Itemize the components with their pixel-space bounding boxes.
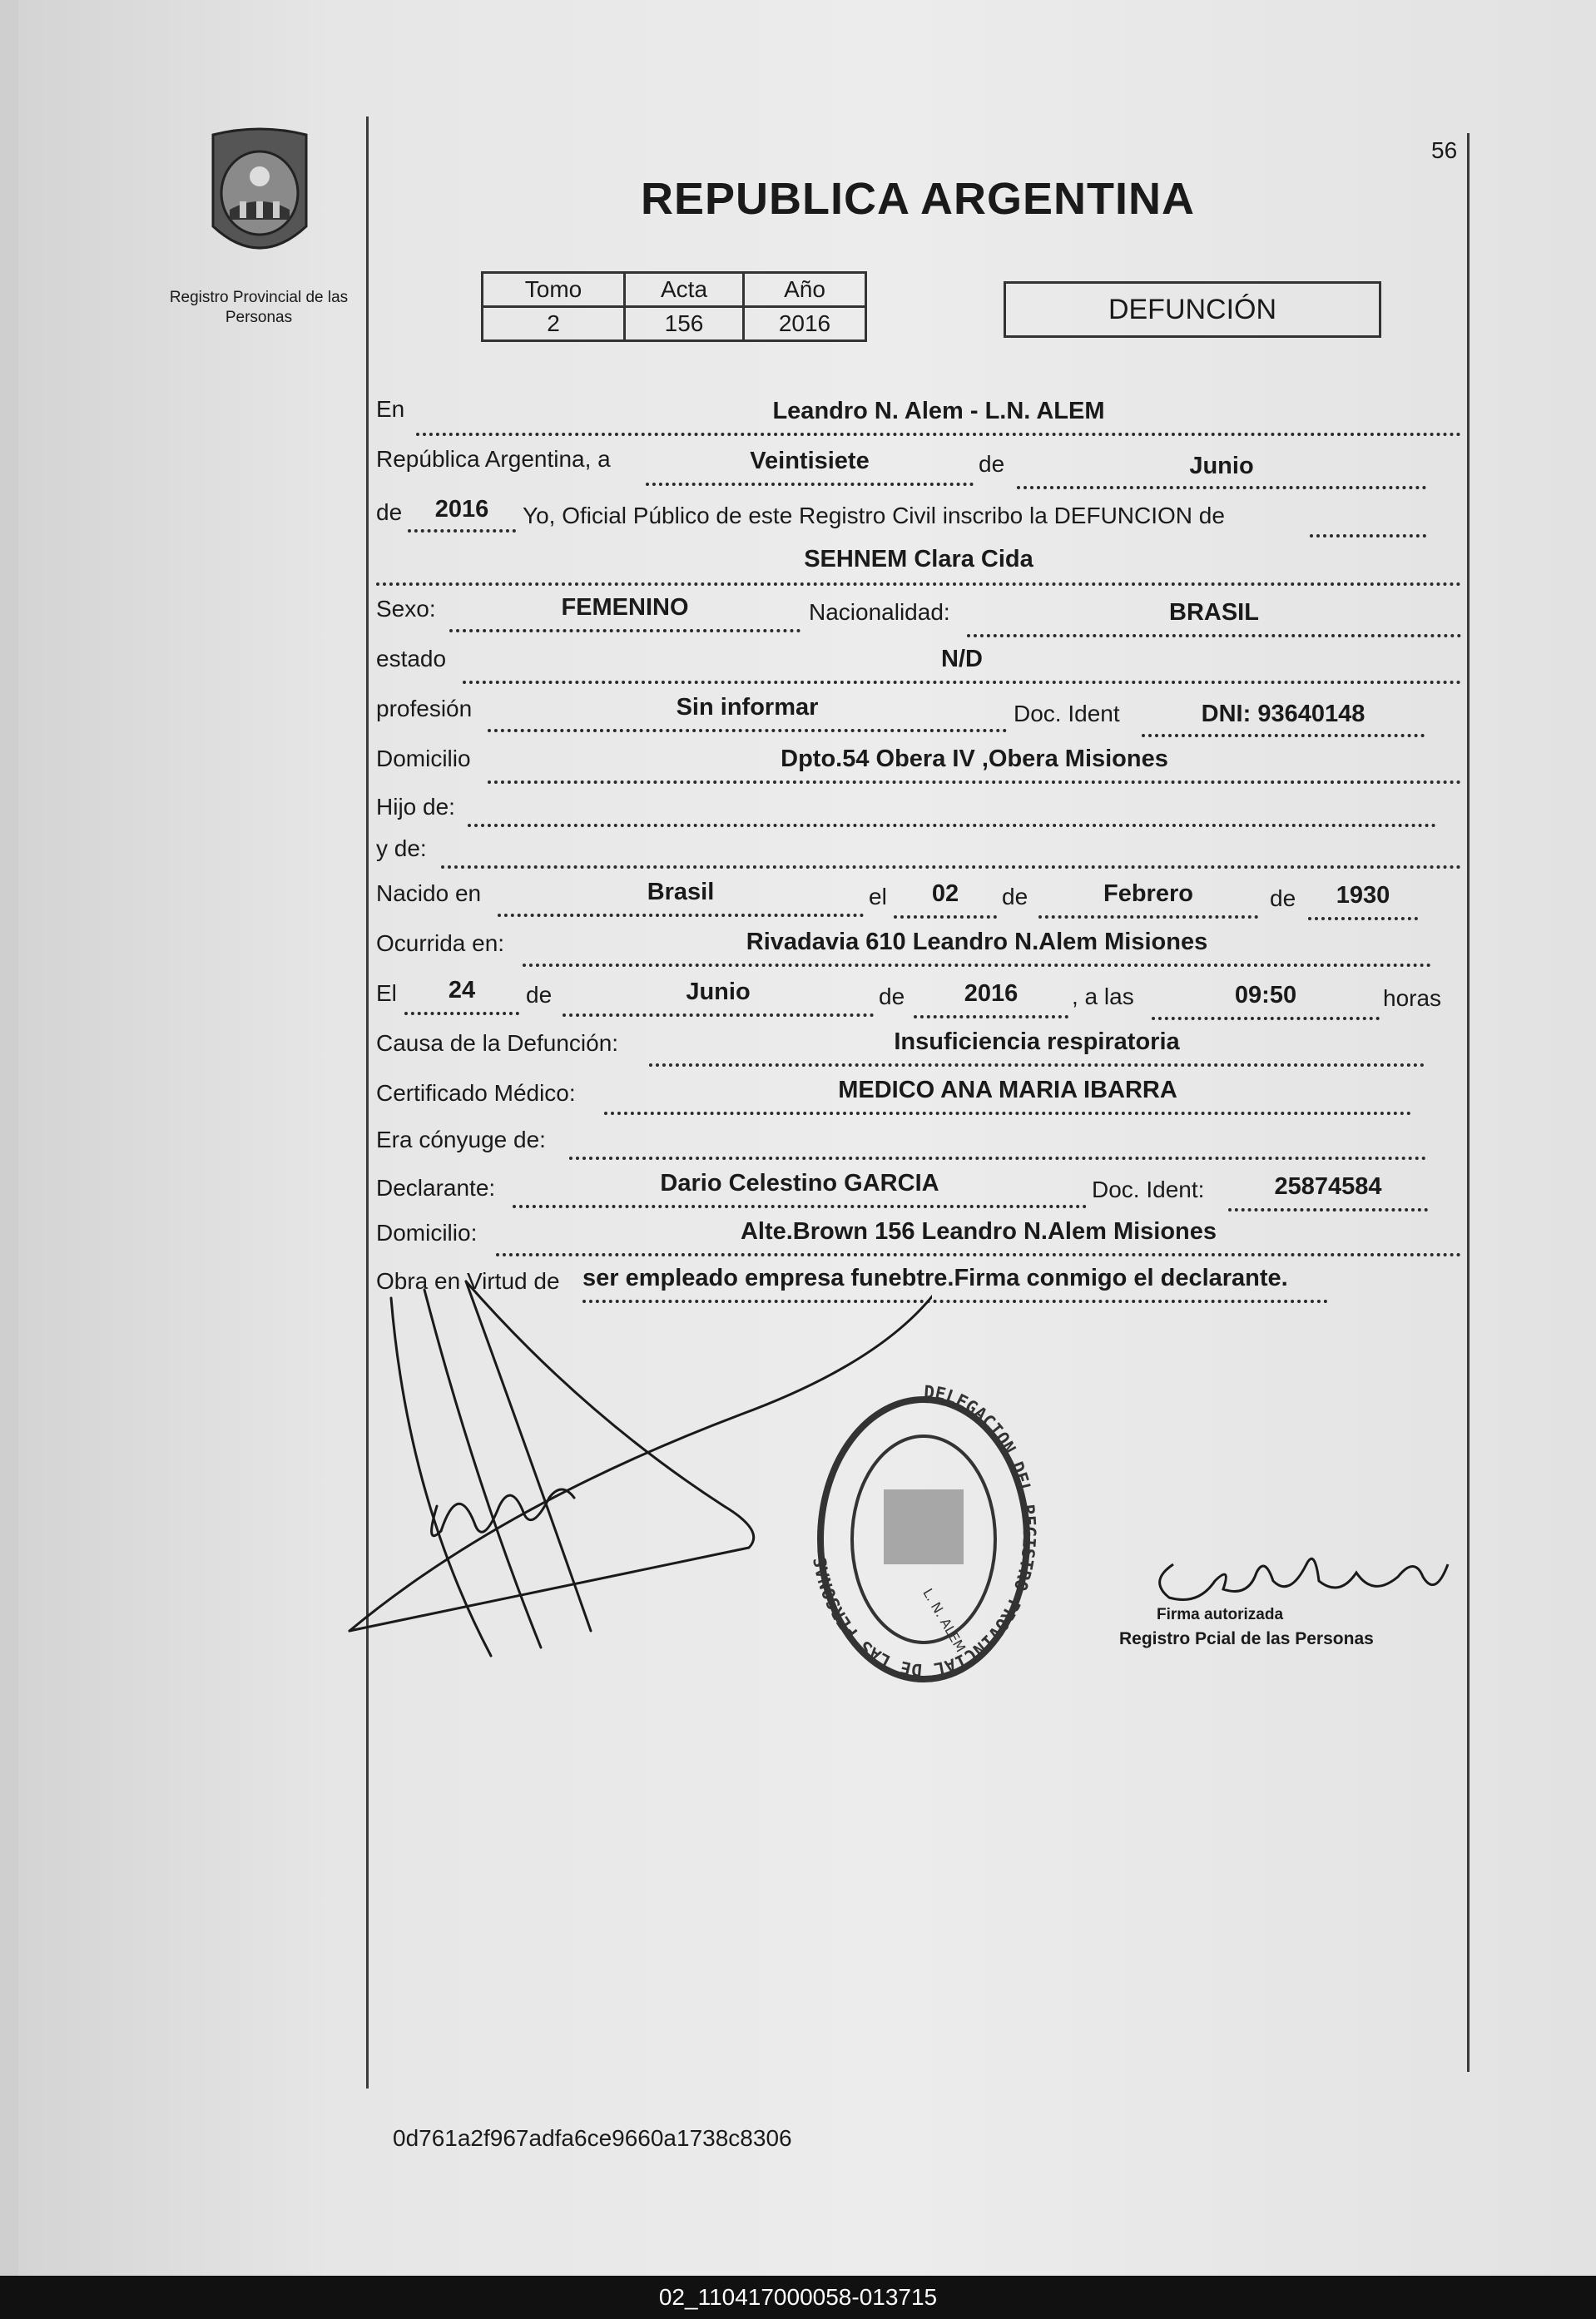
dotted-line (523, 964, 1431, 967)
acta-value: 156 (625, 307, 744, 341)
label-el-cap: El (376, 980, 397, 1006)
document-title: REPUBLICA ARGENTINA (641, 174, 1195, 224)
registro-pcial-label: Registro Pcial de las Personas (1119, 1629, 1374, 1648)
lugar-value: Leandro N. Alem - L.N. ALEM (772, 398, 1105, 424)
tomo-value: 2 (483, 307, 625, 341)
dotted-line (468, 824, 1436, 827)
nac-mes-value: Febrero (1103, 880, 1193, 907)
dotted-line (646, 483, 974, 486)
dotted-line (1152, 1017, 1380, 1020)
dotted-line (1308, 917, 1418, 920)
footer-bar (0, 2276, 1596, 2319)
dotted-line (914, 1015, 1068, 1018)
label-en: En (376, 396, 405, 422)
label-conyuge: Era cónyuge de: (376, 1127, 546, 1152)
dotted-line (463, 681, 1461, 684)
def-anio-value: 2016 (964, 980, 1019, 1007)
record-table (481, 271, 867, 342)
dotted-line (967, 634, 1461, 637)
page-number: 56 (1431, 137, 1458, 163)
label-de: de (376, 499, 403, 525)
nac-dia-value: 02 (931, 880, 959, 907)
label-causa: Causa de la Defunción: (376, 1030, 619, 1056)
dotted-line (1142, 734, 1425, 737)
dotted-line (513, 1205, 1087, 1208)
label-domicilio2: Domicilio: (376, 1220, 478, 1246)
label-hijo-de: Hijo de: (376, 794, 455, 820)
nac-anio-value: 1930 (1336, 882, 1390, 909)
mes-value: Junio (1189, 453, 1254, 479)
label-de: de (526, 982, 553, 1008)
label-horas: horas (1383, 985, 1442, 1011)
label-ocurrida-en: Ocurrida en: (376, 930, 505, 956)
left-frame-line (366, 116, 369, 2089)
dotted-line (416, 433, 1461, 436)
def-dia-value: 24 (448, 977, 476, 1003)
label-yo-oficial: Yo, Oficial Público de este Registro Civil inscribo la DEFUNCION de (523, 503, 1225, 528)
label-profesion: profesión (376, 696, 473, 721)
right-frame-line (1467, 133, 1470, 2072)
firma-autorizada-label: Firma autorizada (1157, 1606, 1284, 1623)
hora-value: 09:50 (1234, 982, 1297, 1008)
dotted-line (498, 914, 864, 917)
dotted-line (649, 1063, 1425, 1067)
label-de: de (1002, 884, 1028, 909)
certificado-value: MEDICO ANA MARIA IBARRA (838, 1077, 1177, 1103)
label-obra: Obra en Virtud de (376, 1268, 560, 1294)
registro-provincial-label: Registro Provincial de las Personas (169, 289, 349, 326)
dia-letras-value: Veintisiete (750, 448, 870, 474)
dotted-line (404, 1012, 519, 1015)
label-certificado: Certificado Médico: (376, 1080, 576, 1106)
footer-id: 02_110417000058-013715 (658, 2284, 938, 2310)
dotted-line (1017, 486, 1426, 489)
dni-value: DNI: 93640148 (1201, 701, 1366, 727)
anio-header: Año (744, 273, 866, 307)
dotted-line (449, 629, 800, 632)
label-doc-ident2: Doc. Ident: (1092, 1177, 1205, 1202)
label-nacionalidad: Nacionalidad: (809, 599, 950, 625)
label-doc-ident: Doc. Ident (1014, 701, 1120, 726)
def-mes-value: Junio (686, 979, 751, 1005)
virtud-value: ser empleado empresa funebtre.Firma conmigo el declarante. (582, 1265, 1288, 1291)
nacionalidad-value: BRASIL (1169, 599, 1259, 626)
label-de: de (1270, 885, 1296, 911)
dotted-line (563, 1013, 874, 1017)
anio-value: 2016 (744, 307, 866, 341)
province-seal-icon (196, 126, 323, 270)
dotted-line (1310, 534, 1426, 538)
causa-value: Insuficiencia respiratoria (894, 1028, 1180, 1055)
dotted-line (1038, 915, 1258, 919)
authorized-signature (1148, 1531, 1456, 1606)
dotted-line (488, 729, 1007, 732)
tomo-header: Tomo (483, 273, 625, 307)
label-sexo: Sexo: (376, 596, 436, 622)
label-de: de (879, 984, 905, 1009)
label-estado: estado (376, 646, 447, 671)
label-el: el (869, 884, 887, 909)
stamp-center-text: L. N. ALEM (919, 1585, 969, 1655)
profesion-value: Sin informar (676, 694, 819, 721)
nombre-value: SEHNEM Clara Cida (804, 546, 1033, 572)
acta-header: Acta (625, 273, 744, 307)
estado-value: N/D (941, 646, 983, 672)
label-declarante: Declarante: (376, 1175, 496, 1201)
dotted-line (488, 780, 1461, 784)
stamp-ring-text: DELEGACION DEL REGISTRO PROVINCIAL DE LAS PERSONAS (810, 1381, 1039, 1681)
nacido-en-value: Brasil (647, 879, 715, 905)
label-de: de (979, 451, 1005, 477)
label-y-de: y de: (376, 835, 427, 861)
label-domicilio: Domicilio (376, 746, 471, 771)
sexo-value: FEMENINO (561, 594, 689, 621)
dotted-line (376, 582, 1461, 586)
document-hash: 0d761a2f967adfa6ce9660a1738c8306 (393, 2125, 792, 2151)
dotted-line (1228, 1208, 1428, 1212)
label-republica: República Argentina, a (376, 446, 611, 472)
label-a-las: , a las (1072, 984, 1134, 1009)
ocurrida-en-value: Rivadavia 610 Leandro N.Alem Misiones (746, 929, 1208, 955)
dotted-line (408, 529, 516, 533)
declarante-doc-value: 25874584 (1274, 1173, 1382, 1200)
label-nacido-en: Nacido en (376, 880, 482, 906)
dotted-line (894, 915, 997, 919)
anio-value: 2016 (434, 496, 489, 523)
declarante-value: Dario Celestino GARCIA (660, 1170, 939, 1197)
domicilio-value: Dpto.54 Obera IV ,Obera Misiones (781, 746, 1168, 772)
doc-type-label: DEFUNCIÓN (1108, 293, 1277, 325)
doc-type-box (1004, 281, 1381, 338)
declarante-domicilio-value: Alte.Brown 156 Leandro N.Alem Misiones (740, 1218, 1217, 1245)
dotted-line (569, 1157, 1426, 1160)
dotted-line (441, 865, 1461, 869)
official-stamp (807, 1381, 1040, 1697)
dotted-line (604, 1112, 1411, 1115)
